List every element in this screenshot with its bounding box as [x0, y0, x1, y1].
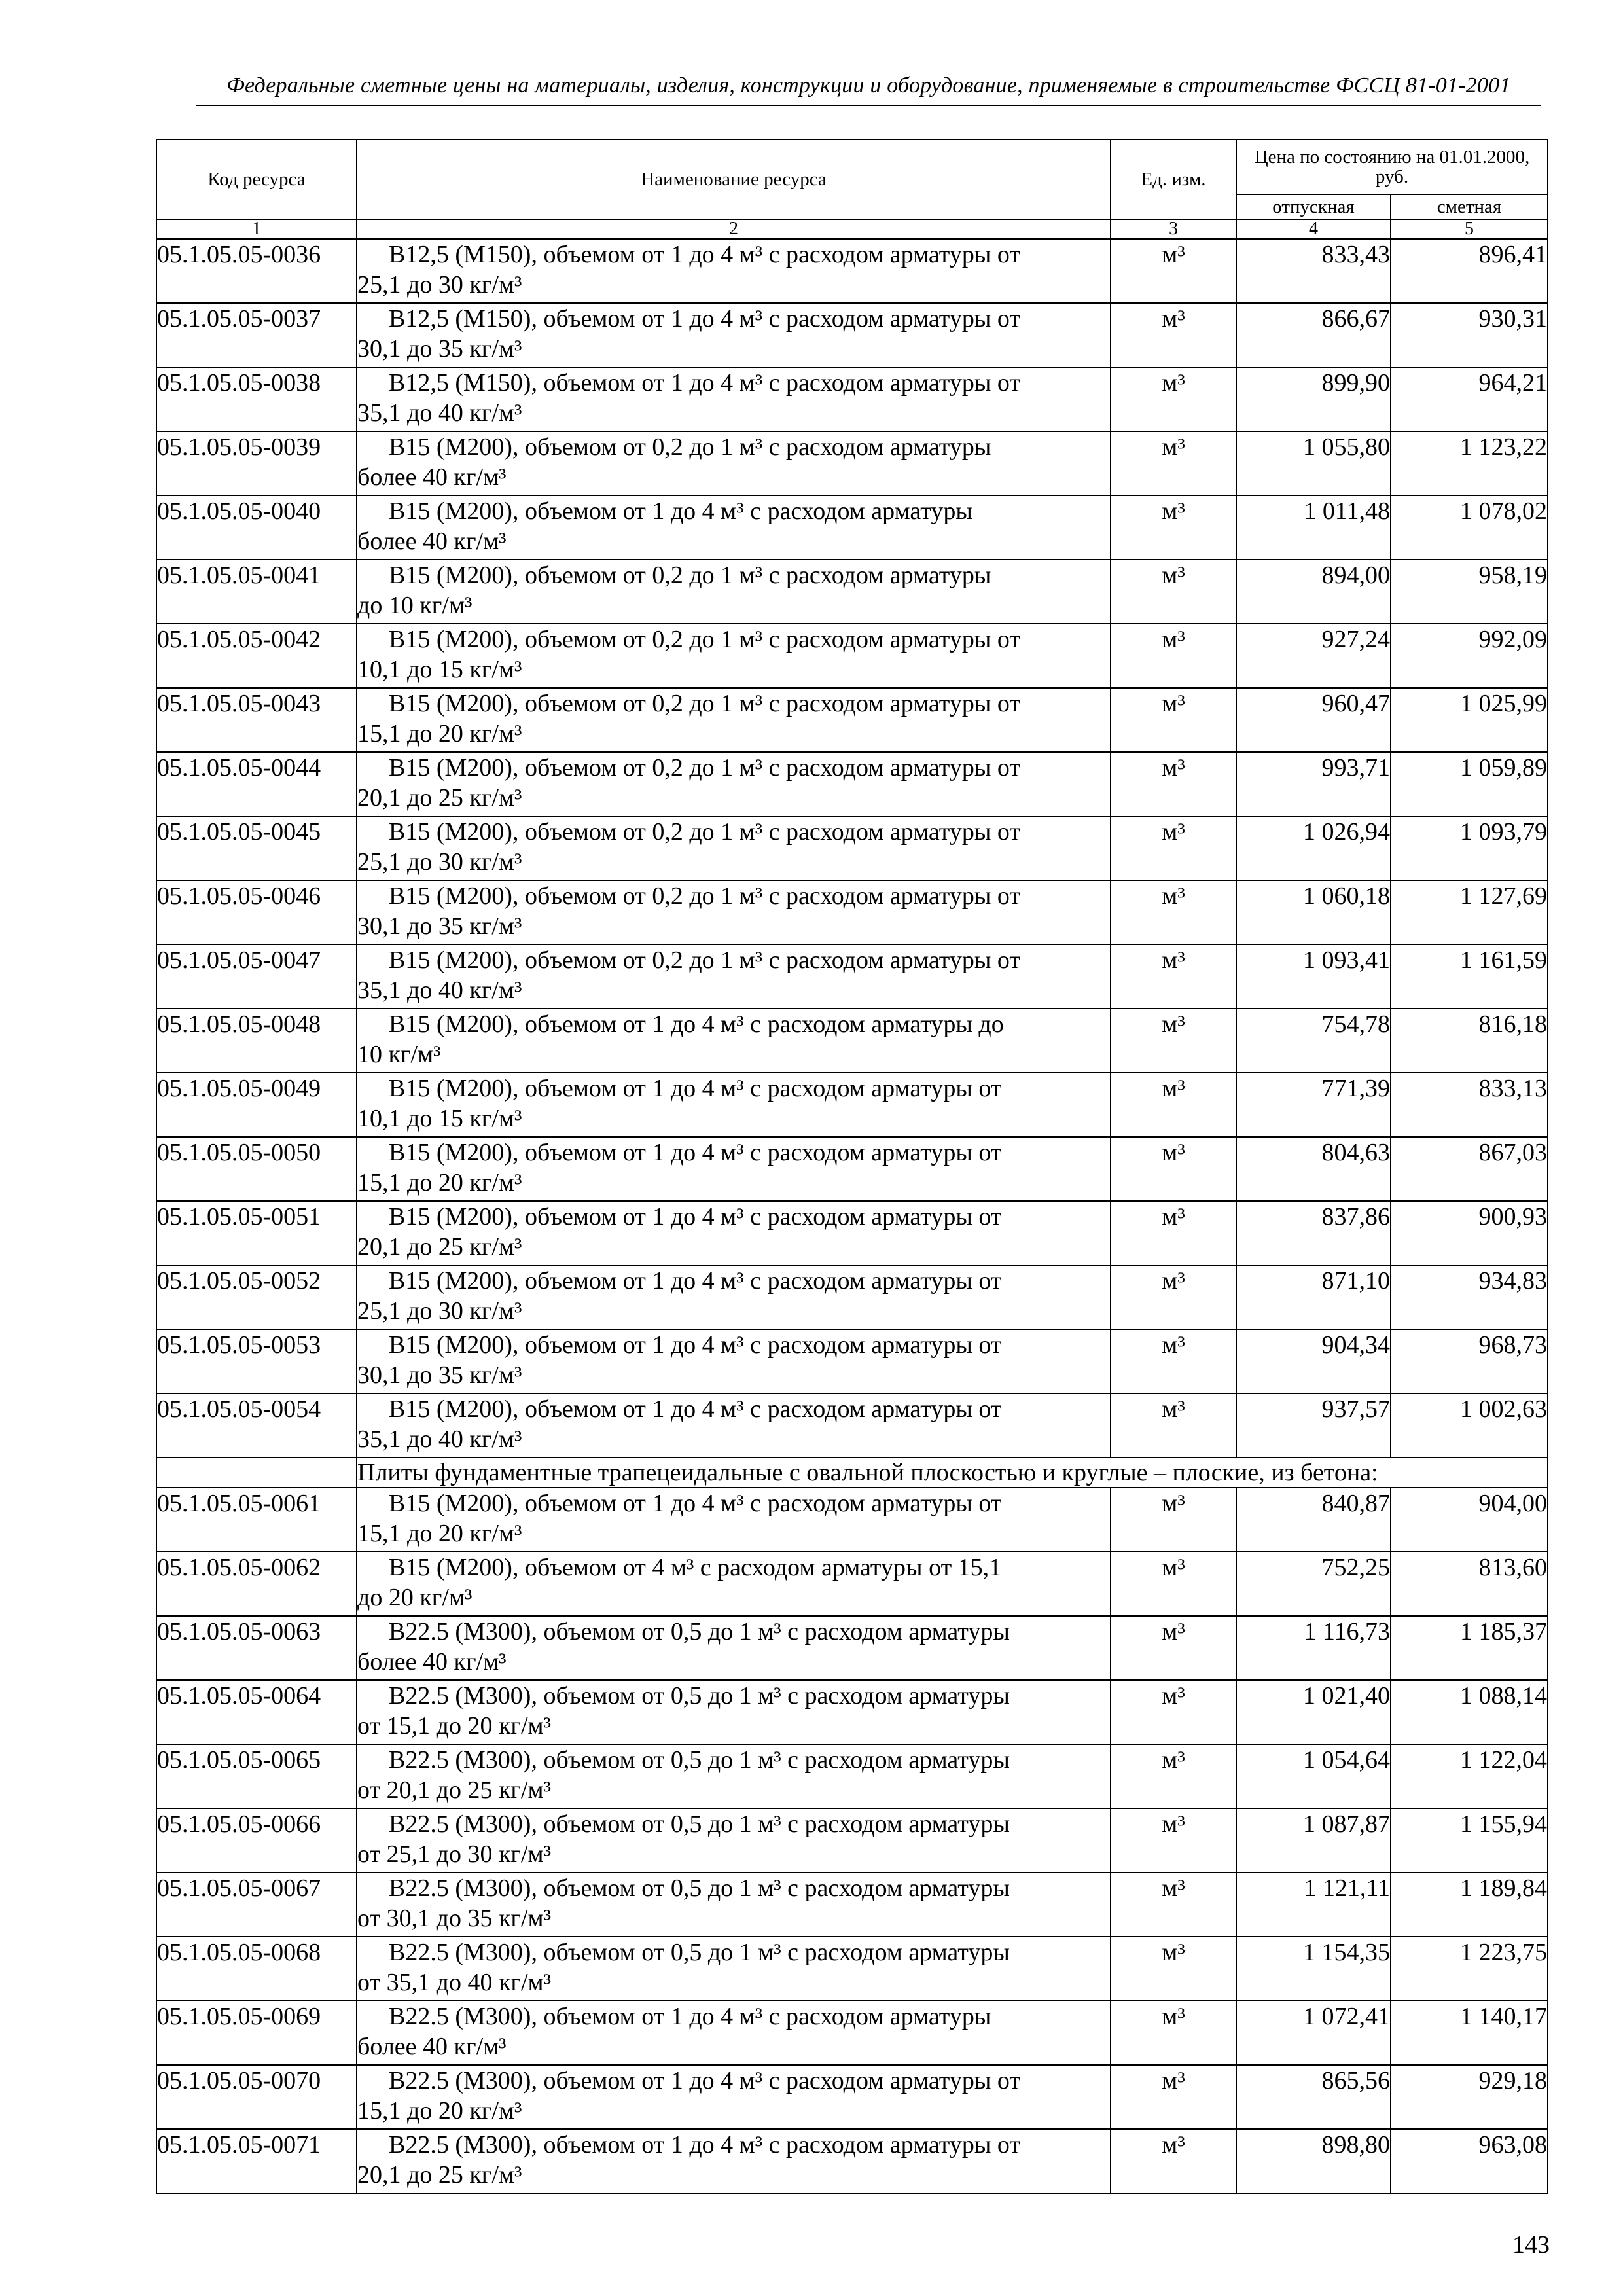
resource-code: 05.1.05.05-0063 [156, 1616, 357, 1680]
release-price: 771,39 [1236, 1073, 1391, 1137]
release-price: 1 054,64 [1236, 1744, 1391, 1808]
resource-name-line-2: 35,1 до 40 кг/м³ [357, 1426, 522, 1453]
resource-code: 05.1.05.05-0071 [156, 2129, 357, 2193]
resource-name-line-2: от 25,1 до 30 кг/м³ [357, 1840, 551, 1868]
resource-name-line-1: В22.5 (М300), объемом от 1 до 4 м³ с расходом арматуры от [389, 2067, 1021, 2094]
estimate-price: 1 093,79 [1391, 816, 1548, 880]
resource-name-line-1: В22.5 (М300), объемом от 0,5 до 1 м³ с расходом арматуры [389, 1939, 1010, 1966]
unit-of-measure: м³ [1111, 2001, 1236, 2065]
header-num-3: 3 [1111, 219, 1236, 239]
release-price: 833,43 [1236, 239, 1391, 303]
resource-name-line-2: 10,1 до 15 кг/м³ [357, 656, 522, 683]
estimate-price: 1 185,37 [1391, 1616, 1548, 1680]
resource-name-line-2: 15,1 до 20 кг/м³ [357, 2097, 522, 2125]
unit-of-measure: м³ [1111, 2129, 1236, 2193]
unit-of-measure: м³ [1111, 688, 1236, 752]
header-num-1: 1 [156, 219, 357, 239]
resource-name [357, 1552, 1111, 1616]
resource-name-line-2: 15,1 до 20 кг/м³ [357, 1169, 522, 1196]
estimate-price: 1 127,69 [1391, 880, 1548, 944]
resource-name-line-2: 10,1 до 15 кг/м³ [357, 1105, 522, 1132]
release-price: 1 021,40 [1236, 1680, 1391, 1744]
estimate-price: 900,93 [1391, 1201, 1548, 1265]
resource-name-line-1: В15 (М200), объемом от 1 до 4 м³ с расходом арматуры от [389, 1139, 1002, 1166]
release-price: 1 060,18 [1236, 880, 1391, 944]
resource-name-line-2: более 40 кг/м³ [357, 1648, 507, 1676]
table-row [156, 1808, 1548, 1873]
header-release: отпускная [1236, 194, 1391, 219]
estimate-price: 904,00 [1391, 1488, 1548, 1552]
resource-name-line-1: В15 (М200), объемом от 1 до 4 м³ с расходом арматуры от [389, 1203, 1002, 1230]
table-row [156, 1265, 1548, 1329]
estimate-price: 833,13 [1391, 1073, 1548, 1137]
table-row [156, 1329, 1548, 1393]
resource-code: 05.1.05.05-0047 [156, 944, 357, 1009]
resource-name-line-1: В15 (М200), объемом от 0,2 до 1 м³ с расходом арматуры от [389, 754, 1021, 781]
resource-name-line-1: В22.5 (М300), объемом от 1 до 4 м³ с расходом арматуры от [389, 2131, 1021, 2159]
header-price: Цена по состоянию на 01.01.2000, руб. [1236, 139, 1548, 194]
resource-name-line-2: 15,1 до 20 кг/м³ [357, 720, 522, 747]
resource-name-line-1: В15 (М200), объемом от 0,2 до 1 м³ с расходом арматуры от [389, 690, 1021, 717]
resource-name-line-2: 35,1 до 40 кг/м³ [357, 399, 522, 427]
resource-name-line-1: В15 (М200), объемом от 0,2 до 1 м³ с расходом арматуры [389, 562, 991, 589]
resource-name [357, 1329, 1111, 1393]
estimate-price: 1 155,94 [1391, 1808, 1548, 1873]
price-table [156, 139, 1548, 2194]
header-code: Код ресурса [156, 139, 357, 219]
estimate-price: 1 122,04 [1391, 1744, 1548, 1808]
table-row [156, 2129, 1548, 2193]
resource-code: 05.1.05.05-0069 [156, 2001, 357, 2065]
table-row [156, 495, 1548, 560]
release-price: 1 072,41 [1236, 2001, 1391, 2065]
unit-of-measure: м³ [1111, 880, 1236, 944]
table-row [156, 1201, 1548, 1265]
estimate-price: 930,31 [1391, 303, 1548, 367]
header-num-5: 5 [1391, 219, 1548, 239]
unit-of-measure: м³ [1111, 1329, 1236, 1393]
resource-name [357, 1680, 1111, 1744]
estimate-price: 1 078,02 [1391, 495, 1548, 560]
header-num-2: 2 [357, 219, 1111, 239]
resource-code: 05.1.05.05-0042 [156, 624, 357, 688]
estimate-price: 992,09 [1391, 624, 1548, 688]
table-row [156, 1488, 1548, 1552]
resource-code: 05.1.05.05-0065 [156, 1744, 357, 1808]
resource-name-line-2: более 40 кг/м³ [357, 2033, 507, 2060]
table-row [156, 1073, 1548, 1137]
unit-of-measure: м³ [1111, 1201, 1236, 1265]
resource-name-line-1: В15 (М200), объемом от 0,2 до 1 м³ с расходом арматуры от [389, 626, 1021, 653]
resource-name-line-1: В15 (М200), объемом от 0,2 до 1 м³ с расходом арматуры от [389, 818, 1021, 846]
resource-code: 05.1.05.05-0039 [156, 431, 357, 495]
table-row [156, 367, 1548, 431]
estimate-price: 968,73 [1391, 1329, 1548, 1393]
release-price: 1 055,80 [1236, 431, 1391, 495]
resource-name [357, 1009, 1111, 1073]
estimate-price: 1 223,75 [1391, 1937, 1548, 2001]
table-row [156, 624, 1548, 688]
resource-name [357, 1488, 1111, 1552]
page-number: 143 [1512, 2231, 1550, 2259]
unit-of-measure: м³ [1111, 752, 1236, 816]
resource-code: 05.1.05.05-0049 [156, 1073, 357, 1137]
resource-code: 05.1.05.05-0036 [156, 239, 357, 303]
release-price: 840,87 [1236, 1488, 1391, 1552]
table-row [156, 1393, 1548, 1458]
resource-code: 05.1.05.05-0052 [156, 1265, 357, 1329]
table-row [156, 1552, 1548, 1616]
resource-name [357, 239, 1111, 303]
resource-code: 05.1.05.05-0062 [156, 1552, 357, 1616]
estimate-price: 963,08 [1391, 2129, 1548, 2193]
table-row [156, 2065, 1548, 2129]
header-rule [196, 105, 1541, 106]
resource-name-line-1: В15 (М200), объемом от 1 до 4 м³ с расходом арматуры от [389, 1267, 1002, 1295]
resource-name [357, 1393, 1111, 1458]
estimate-price: 1 140,17 [1391, 2001, 1548, 2065]
release-price: 804,63 [1236, 1137, 1391, 1201]
unit-of-measure: м³ [1111, 1616, 1236, 1680]
resource-code: 05.1.05.05-0068 [156, 1937, 357, 2001]
resource-name-line-1: В15 (М200), объемом от 1 до 4 м³ с расходом арматуры от [389, 1331, 1002, 1359]
estimate-price: 813,60 [1391, 1552, 1548, 1616]
unit-of-measure: м³ [1111, 560, 1236, 624]
table-row [156, 1616, 1548, 1680]
release-price: 1 116,73 [1236, 1616, 1391, 1680]
release-price: 960,47 [1236, 688, 1391, 752]
resource-name-line-1: В12,5 (М150), объемом от 1 до 4 м³ с расходом арматуры от [389, 241, 1021, 268]
release-price: 937,57 [1236, 1393, 1391, 1458]
resource-name [357, 2001, 1111, 2065]
resource-code: 05.1.05.05-0054 [156, 1393, 357, 1458]
resource-name [357, 1137, 1111, 1201]
resource-code: 05.1.05.05-0045 [156, 816, 357, 880]
unit-of-measure: м³ [1111, 239, 1236, 303]
resource-name [357, 495, 1111, 560]
unit-of-measure: м³ [1111, 1488, 1236, 1552]
resource-name-line-1: В15 (М200), объемом от 1 до 4 м³ с расходом арматуры от [389, 1075, 1002, 1102]
header-estimate: сметная [1391, 194, 1548, 219]
resource-name-line-1: В22.5 (М300), объемом от 0,5 до 1 м³ с расходом арматуры [389, 1618, 1010, 1645]
resource-name-line-1: В15 (М200), объемом от 4 м³ с расходом арматуры от 15,1 [389, 1554, 1002, 1581]
release-price: 1 093,41 [1236, 944, 1391, 1009]
rows-group-1 [156, 239, 1548, 1458]
resource-name [357, 1616, 1111, 1680]
table-row [156, 1873, 1548, 1937]
resource-code: 05.1.05.05-0053 [156, 1329, 357, 1393]
release-price: 1 154,35 [1236, 1937, 1391, 2001]
resource-name-line-2: 35,1 до 40 кг/м³ [357, 977, 522, 1004]
header-unit: Ед. изм. [1111, 139, 1236, 219]
resource-code: 05.1.05.05-0043 [156, 688, 357, 752]
estimate-price: 1 059,89 [1391, 752, 1548, 816]
table-row [156, 303, 1548, 367]
release-price: 1 011,48 [1236, 495, 1391, 560]
resource-name-line-2: более 40 кг/м³ [357, 463, 507, 491]
release-price: 1 087,87 [1236, 1808, 1391, 1873]
resource-name-line-1: В15 (М200), объемом от 1 до 4 м³ с расходом арматуры [389, 497, 972, 525]
resource-code: 05.1.05.05-0037 [156, 303, 357, 367]
resource-name-line-2: до 10 кг/м³ [357, 592, 473, 619]
estimate-price: 1 088,14 [1391, 1680, 1548, 1744]
resource-name-line-1: В15 (М200), объемом от 0,2 до 1 м³ с расходом арматуры от [389, 882, 1021, 910]
table-row [156, 816, 1548, 880]
resource-name [357, 1744, 1111, 1808]
resource-name-line-1: В22.5 (М300), объемом от 0,5 до 1 м³ с расходом арматуры [389, 1874, 1010, 1902]
estimate-price: 1 025,99 [1391, 688, 1548, 752]
resource-name-line-2: 25,1 до 30 кг/м³ [357, 1297, 522, 1325]
resource-name-line-2: от 15,1 до 20 кг/м³ [357, 1712, 551, 1740]
unit-of-measure: м³ [1111, 1552, 1236, 1616]
unit-of-measure: м³ [1111, 944, 1236, 1009]
running-header: Федеральные сметные цены на материалы, изделия, конструкции и оборудование, применяемые в строительстве ФССЦ 81-01-2001 [226, 73, 1511, 98]
table-row [156, 239, 1548, 303]
resource-name [357, 688, 1111, 752]
table-row [156, 560, 1548, 624]
resource-name [357, 560, 1111, 624]
resource-code: 05.1.05.05-0048 [156, 1009, 357, 1073]
resource-name [357, 624, 1111, 688]
resource-name-line-1: В15 (М200), объемом от 1 до 4 м³ с расходом арматуры до [389, 1011, 1004, 1038]
table-row [156, 1744, 1548, 1808]
table-row [156, 688, 1548, 752]
table-row [156, 1937, 1548, 2001]
table-row [156, 880, 1548, 944]
resource-name [357, 944, 1111, 1009]
unit-of-measure: м³ [1111, 1393, 1236, 1458]
resource-code: 05.1.05.05-0046 [156, 880, 357, 944]
table-row [156, 1680, 1548, 1744]
estimate-price: 816,18 [1391, 1009, 1548, 1073]
estimate-price: 934,83 [1391, 1265, 1548, 1329]
section-group [156, 1458, 1548, 1488]
estimate-price: 1 002,63 [1391, 1393, 1548, 1458]
resource-code: 05.1.05.05-0061 [156, 1488, 357, 1552]
resource-name-line-2: 20,1 до 25 кг/м³ [357, 784, 522, 812]
resource-name-line-2: 25,1 до 30 кг/м³ [357, 848, 522, 876]
unit-of-measure: м³ [1111, 1137, 1236, 1201]
unit-of-measure: м³ [1111, 1744, 1236, 1808]
release-price: 894,00 [1236, 560, 1391, 624]
unit-of-measure: м³ [1111, 1265, 1236, 1329]
unit-of-measure: м³ [1111, 367, 1236, 431]
resource-name [357, 303, 1111, 367]
release-price: 837,86 [1236, 1201, 1391, 1265]
unit-of-measure: м³ [1111, 624, 1236, 688]
resource-code: 05.1.05.05-0044 [156, 752, 357, 816]
resource-name-line-1: В15 (М200), объемом от 1 до 4 м³ с расходом арматуры от [389, 1395, 1002, 1423]
resource-name [357, 816, 1111, 880]
release-price: 899,90 [1236, 367, 1391, 431]
resource-code: 05.1.05.05-0038 [156, 367, 357, 431]
unit-of-measure: м³ [1111, 1680, 1236, 1744]
resource-name-line-1: В12,5 (М150), объемом от 1 до 4 м³ с расходом арматуры от [389, 305, 1021, 332]
resource-name [357, 752, 1111, 816]
release-price: 865,56 [1236, 2065, 1391, 2129]
section-title: Плиты фундаментные трапецеидальные с овальной плоскостью и круглые – плоские, из бетона: [357, 1458, 1548, 1488]
resource-name [357, 1873, 1111, 1937]
resource-name [357, 1201, 1111, 1265]
estimate-price: 929,18 [1391, 2065, 1548, 2129]
resource-name [357, 2129, 1111, 2193]
resource-name-line-2: 20,1 до 25 кг/м³ [357, 2161, 522, 2189]
unit-of-measure: м³ [1111, 1937, 1236, 2001]
table-row [156, 752, 1548, 816]
estimate-price: 1 189,84 [1391, 1873, 1548, 1937]
release-price: 993,71 [1236, 752, 1391, 816]
table-row [156, 1009, 1548, 1073]
table-row [156, 431, 1548, 495]
resource-name-line-1: В15 (М200), объемом от 1 до 4 м³ с расходом арматуры от [389, 1490, 1002, 1517]
release-price: 898,80 [1236, 2129, 1391, 2193]
resource-code: 05.1.05.05-0066 [156, 1808, 357, 1873]
resource-code: 05.1.05.05-0041 [156, 560, 357, 624]
resource-name-line-2: от 35,1 до 40 кг/м³ [357, 1969, 551, 1996]
resource-name [357, 2065, 1111, 2129]
resource-code: 05.1.05.05-0064 [156, 1680, 357, 1744]
unit-of-measure: м³ [1111, 2065, 1236, 2129]
resource-name-line-2: 30,1 до 35 кг/м³ [357, 335, 522, 363]
resource-name-line-1: В12,5 (М150), объемом от 1 до 4 м³ с расходом арматуры от [389, 369, 1021, 397]
release-price: 927,24 [1236, 624, 1391, 688]
release-price: 866,67 [1236, 303, 1391, 367]
unit-of-measure: м³ [1111, 495, 1236, 560]
resource-name-line-2: 20,1 до 25 кг/м³ [357, 1233, 522, 1261]
release-price: 1 121,11 [1236, 1873, 1391, 1937]
unit-of-measure: м³ [1111, 1073, 1236, 1137]
resource-name-line-1: В22.5 (М300), объемом от 0,5 до 1 м³ с расходом арматуры [389, 1810, 1010, 1838]
resource-name-line-2: 30,1 до 35 кг/м³ [357, 1361, 522, 1389]
resource-name [357, 1808, 1111, 1873]
resource-name [357, 880, 1111, 944]
resource-code: 05.1.05.05-0067 [156, 1873, 357, 1937]
resource-name [357, 1265, 1111, 1329]
estimate-price: 958,19 [1391, 560, 1548, 624]
resource-code: 05.1.05.05-0070 [156, 2065, 357, 2129]
resource-name-line-1: В22.5 (М300), объемом от 0,5 до 1 м³ с расходом арматуры [389, 1746, 1010, 1774]
resource-name-line-2: 15,1 до 20 кг/м³ [357, 1520, 522, 1547]
unit-of-measure: м³ [1111, 816, 1236, 880]
resource-code: 05.1.05.05-0040 [156, 495, 357, 560]
section-row [156, 1458, 1548, 1488]
estimate-price: 1 123,22 [1391, 431, 1548, 495]
table-row [156, 2001, 1548, 2065]
estimate-price: 896,41 [1391, 239, 1548, 303]
resource-name-line-2: 30,1 до 35 кг/м³ [357, 912, 522, 940]
resource-name [357, 367, 1111, 431]
estimate-price: 867,03 [1391, 1137, 1548, 1201]
unit-of-measure: м³ [1111, 1009, 1236, 1073]
header-name: Наименование ресурса [357, 139, 1111, 219]
resource-name-line-2: от 20,1 до 25 кг/м³ [357, 1776, 551, 1804]
resource-name [357, 1937, 1111, 2001]
resource-name-line-1: В22.5 (М300), объемом от 1 до 4 м³ с расходом арматуры [389, 2003, 991, 2030]
resource-name-line-1: В15 (М200), объемом от 0,2 до 1 м³ с расходом арматуры [389, 433, 991, 461]
table-row [156, 1137, 1548, 1201]
table-row [156, 944, 1548, 1009]
resource-code: 05.1.05.05-0051 [156, 1201, 357, 1265]
release-price: 752,25 [1236, 1552, 1391, 1616]
rows-group-2 [156, 1488, 1548, 2193]
resource-name-line-2: до 20 кг/м³ [357, 1584, 473, 1611]
resource-name [357, 1073, 1111, 1137]
release-price: 754,78 [1236, 1009, 1391, 1073]
resource-name-line-1: В22.5 (М300), объемом от 0,5 до 1 м³ с расходом арматуры [389, 1682, 1010, 1710]
resource-name-line-2: 25,1 до 30 кг/м³ [357, 271, 522, 298]
unit-of-measure: м³ [1111, 303, 1236, 367]
resource-name [357, 431, 1111, 495]
release-price: 1 026,94 [1236, 816, 1391, 880]
resource-code: 05.1.05.05-0050 [156, 1137, 357, 1201]
resource-name-line-2: от 30,1 до 35 кг/м³ [357, 1905, 551, 1932]
resource-name-line-1: В15 (М200), объемом от 0,2 до 1 м³ с расходом арматуры от [389, 946, 1021, 974]
unit-of-measure: м³ [1111, 431, 1236, 495]
estimate-price: 1 161,59 [1391, 944, 1548, 1009]
unit-of-measure: м³ [1111, 1808, 1236, 1873]
resource-name-line-2: 10 кг/м³ [357, 1041, 441, 1068]
release-price: 871,10 [1236, 1265, 1391, 1329]
release-price: 904,34 [1236, 1329, 1391, 1393]
estimate-price: 964,21 [1391, 367, 1548, 431]
header-num-4: 4 [1236, 219, 1391, 239]
resource-name-line-2: более 40 кг/м³ [357, 528, 507, 555]
unit-of-measure: м³ [1111, 1873, 1236, 1937]
